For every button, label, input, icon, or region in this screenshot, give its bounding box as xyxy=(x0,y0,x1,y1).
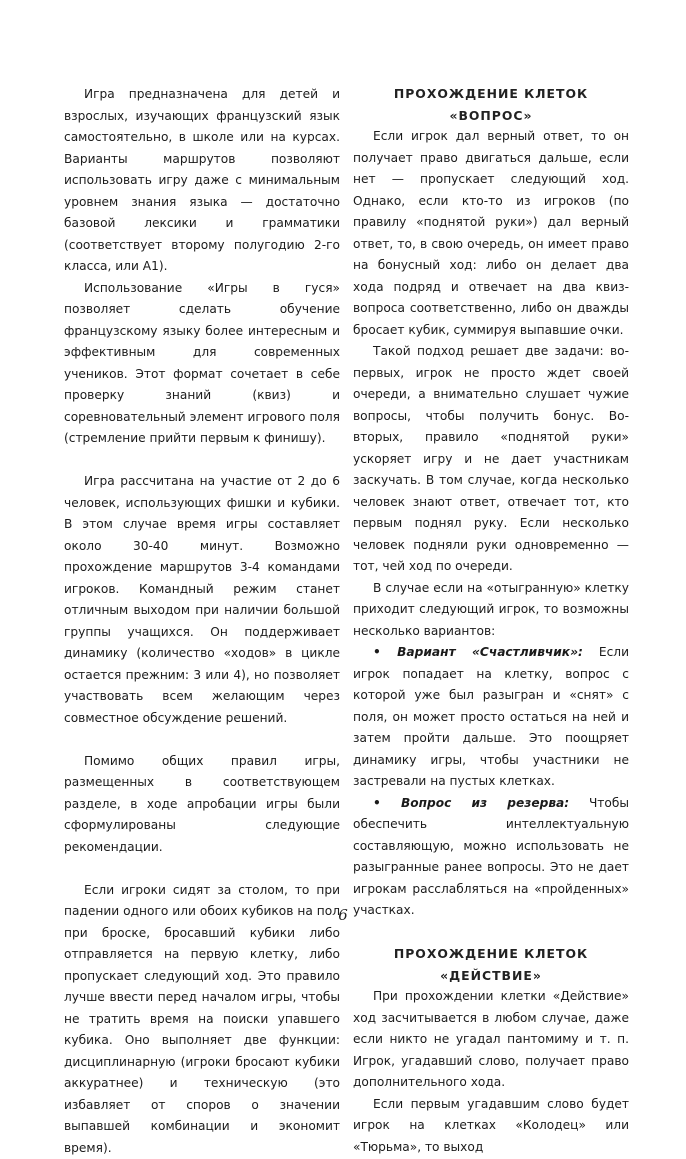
right-column xyxy=(353,84,629,1158)
section-heading-question: ПРОХОЖДЕНИЕ КЛЕТОК «ВОПРОС» xyxy=(353,83,629,126)
left-column xyxy=(64,84,340,1159)
paragraph: Помимо общих правил игры, размещенных в соответствующем разделе, в ходе апробации игры были сформулированы следующие рекомендации. xyxy=(64,751,340,859)
paragraph: Если игрок дал верный ответ, то он получает право двигаться дальше, если нет — пропускает следующий ход. Однако, если кто-то из игроков (по правилу «поднятой руки») дал верный ответ, то, в свою очередь, он имеет право на бонусный ход: либо он делает два хода подряд и отвечает на два квиз-вопроса соответственно, либо он дважды бросает кубик, суммируя выпавшие очки. xyxy=(353,126,629,341)
paragraph: В случае если на «отыгранную» клетку приходит следующий игрок, то возможны несколько вариантов: xyxy=(353,578,629,643)
paragraph: Игра предназначена для детей и взрослых, изучающих французский язык самостоятельно, в школе или на курсах. Варианты маршрутов позволяют использовать игру даже с минимальным уровнем знания языка — достаточно базовой лексики и грамматики (соответствует второму полугодию 2-го класса, или A1). xyxy=(64,84,340,278)
paragraph: Такой подход решает две задачи: во-первых, игрок не просто ждет своей очереди, а внимательно слушает чужие вопросы, чтобы получить бонус. Во-вторых, правило «поднятой руки» ускоряет игру и не дает участникам заскучать. В том случае, когда несколько человек знают ответ, отвечает тот, кто первым поднял руку. Если несколько человек подняли руки одновременно — тот, чей ход по очереди. xyxy=(353,341,629,578)
bullet-item-lucky xyxy=(353,642,629,793)
bullet-item-reserve xyxy=(353,793,629,922)
page-number: 6 xyxy=(0,906,686,924)
bullet-label: • Вопрос из резерва: xyxy=(373,796,569,810)
paragraph: Если игроки сидят за столом, то при падении одного или обоих кубиков на пол при броске, бросавший кубики либо отправляется на первую клетку, либо пропускает следующий ход. Это правило лучше ввести перед началом игры, чтобы не тратить время на поиски упавшего кубика. Оно выполняет две функции: дисциплинарную (игроки бросают кубики аккуратнее) и техническую (это избавляет от споров о значении выпавшей комбинации и экономит время). xyxy=(64,880,340,1159)
bullet-label: • Вариант «Счастливчик»: xyxy=(373,645,583,659)
paragraph: Если первым угадавшим слово будет игрок на клетках «Колодец» или «Тюрьма», то выход xyxy=(353,1094,629,1159)
bullet-text: Чтобы обеспечить интеллектуальную составляющую, можно использовать не разыгранные ранее вопросы. Это не дает игрокам расслабляться на «пройденных» участках. xyxy=(353,796,629,918)
paragraph: При прохождении клетки «Действие» ход засчитывается в любом случае, даже если никто не угадал пантомиму и т. п. Игрок, угадавший слово, получает право дополнительного хода. xyxy=(353,986,629,1094)
section-heading-action: ПРОХОЖДЕНИЕ КЛЕТОК «ДЕЙСТВИЕ» xyxy=(353,943,629,986)
bullet-text: Если игрок попадает на клетку, вопрос с которой уже был разыгран и «снят» с поля, он может просто остаться на ней и затем пройти дальше. Это поощряет динамику игры, чтобы участники не застревали на пустых клетках. xyxy=(353,645,629,788)
paragraph: Использование «Игры в гуся» позволяет сделать обучение французскому языку более интересным и эффективным для современных учеников. Этот формат сочетает в себе проверку знаний (квиз) и соревновательный элемент игрового поля (стремление прийти первым к финишу). xyxy=(64,278,340,450)
paragraph: Игра рассчитана на участие от 2 до 6 человек, использующих фишки и кубики. В этом случае время игры составляет около 30-40 минут. Возможно прохождение маршрутов 3-4 командами игроков. Командный режим станет отличным выходом при наличии большой группы учащихся. Он поддерживает динамику (количество «ходов» в цикле остается прежним: 3 или 4), но позволяет участвовать всем желающим через совместное обсуждение решений. xyxy=(64,471,340,729)
